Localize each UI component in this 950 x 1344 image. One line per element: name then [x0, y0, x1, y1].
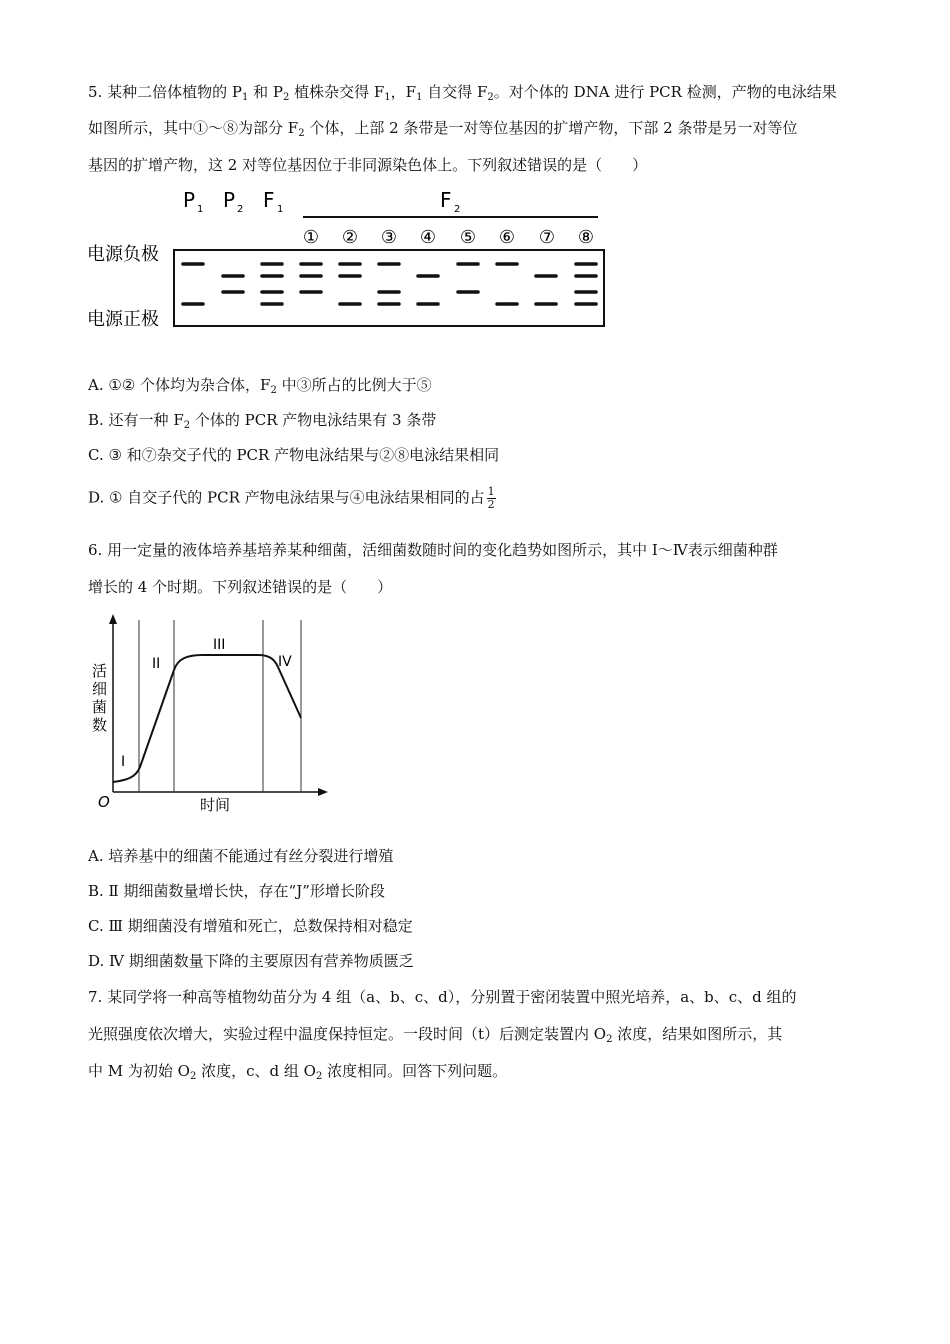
- q6-stem-line-2: 增长的 4 个时期。下列叙述错误的是（ ）: [88, 578, 393, 596]
- q7-stem-line-3: 中 M 为初始 $O_2$ 浓度，c、d 组 $O_2$ 浓度相同。回答下列问题。: [88, 1062, 508, 1082]
- gel-bands: [183, 264, 596, 304]
- q7-stem-line-2: 光照强度依次增大，实验过程中温度保持恒定。一段时间（t）后测定装置内 $O_2$ 浓度，结果如图所示，其: [88, 1025, 783, 1045]
- f2-label: F: [440, 188, 452, 212]
- q5-gel-figure: [85, 185, 615, 335]
- f2-number: ③: [380, 227, 398, 248]
- lane-label-p1: P: [183, 188, 196, 212]
- f2-number: ②: [341, 227, 359, 248]
- positive-pole-label: 电源正极: [87, 309, 159, 330]
- phase-label: III: [213, 637, 226, 653]
- q5-option-c[interactable]: C. ③ 和⑦杂交子代的 PCR 产物电泳结果与②⑧电泳结果相同: [88, 446, 500, 464]
- x-axis-label: 时间: [200, 796, 231, 814]
- y-axis-arrow: [109, 614, 117, 624]
- f2-number: ⑧: [577, 227, 595, 248]
- fraction: $\frac{1}{2}$: [487, 485, 495, 511]
- y-axis-label: 菌: [92, 698, 108, 716]
- q5-option-d[interactable]: D. ① 自交子代的 PCR 产物电泳结果与④电泳结果相同的占 $\frac{1}{2}$: [88, 485, 495, 511]
- y-axis-label: 细: [92, 680, 108, 698]
- q5-option-a[interactable]: A. ①② 个体均为杂合体，$F_2$ 中③所占的比例大于⑤: [88, 376, 432, 396]
- q5-stem-line-3: 基因的扩增产物，这 2 对等位基因位于非同源染色体上。下列叙述错误的是（ ）: [88, 156, 648, 174]
- lane-label-p2: P: [223, 188, 236, 212]
- q7-stem-line-1: 7. 某同学将一种高等植物幼苗分为 4 组（a、b、c、d），分别置于密闭装置中照光培养，a、b、c、d 组的: [88, 988, 797, 1006]
- lane-label-f1: F: [263, 188, 275, 212]
- f2-number: ⑥: [498, 227, 516, 248]
- phase-label: IV: [278, 654, 292, 670]
- q5-stem-line-2: 如图所示，其中①～⑧为部分 $F_2$ 个体，上部 2 条带是一对等位基因的扩增产物，下部 2 条带是另一对等位: [88, 119, 798, 139]
- q5-option-b[interactable]: B. 还有一种 $F_2$ 个体的 PCR 产物电泳结果有 3 条带: [88, 411, 437, 431]
- q6-growth-curve-figure: [88, 612, 338, 822]
- lane-label-p1-sub: 1: [197, 204, 204, 215]
- q6-option-c[interactable]: C. Ⅲ 期细菌没有增殖和死亡，总数保持相对稳定: [88, 917, 413, 935]
- lane-label-f1-sub: 1: [277, 204, 284, 215]
- phase-label: I: [121, 754, 126, 770]
- phase-label: II: [152, 656, 161, 672]
- f2-number: ④: [419, 227, 437, 248]
- y-axis-label: 数: [92, 716, 108, 734]
- q6-option-a[interactable]: A. 培养基中的细菌不能通过有丝分裂进行增殖: [88, 847, 394, 865]
- q6-stem-line-1: 6. 用一定量的液体培养基培养某种细菌，活细菌数随时间的变化趋势如图所示，其中 Ⅰ～Ⅳ表示细菌种群: [88, 541, 778, 559]
- f2-number: ⑦: [538, 227, 556, 248]
- origin-label: O: [98, 793, 110, 811]
- q5-stem-line-1: 5. 某种二倍体植物的 $P_1$ 和 $P_2$ 植株杂交得 $F_1$，$F_1$ 自交得 $F_2$。对个体的 DNA 进行 PCR 检测，产物的电泳结果: [88, 83, 837, 103]
- f2-number: ①: [302, 227, 320, 248]
- gel-box: [174, 250, 604, 326]
- negative-pole-label: 电源负极: [87, 244, 159, 265]
- growth-curve: [113, 655, 301, 782]
- x-axis-arrow: [318, 788, 328, 796]
- f2-label-sub: 2: [454, 204, 461, 215]
- f2-number: ⑤: [459, 227, 477, 248]
- lane-label-p2-sub: 2: [237, 204, 244, 215]
- f2-individual-numbers: [303, 227, 594, 248]
- y-axis-label: 活: [92, 662, 108, 680]
- q6-option-d[interactable]: D. Ⅳ 期细菌数量下降的主要原因有营养物质匮乏: [88, 952, 414, 970]
- q6-option-b[interactable]: B. Ⅱ 期细菌数量增长快，存在“J”形增长阶段: [88, 882, 385, 900]
